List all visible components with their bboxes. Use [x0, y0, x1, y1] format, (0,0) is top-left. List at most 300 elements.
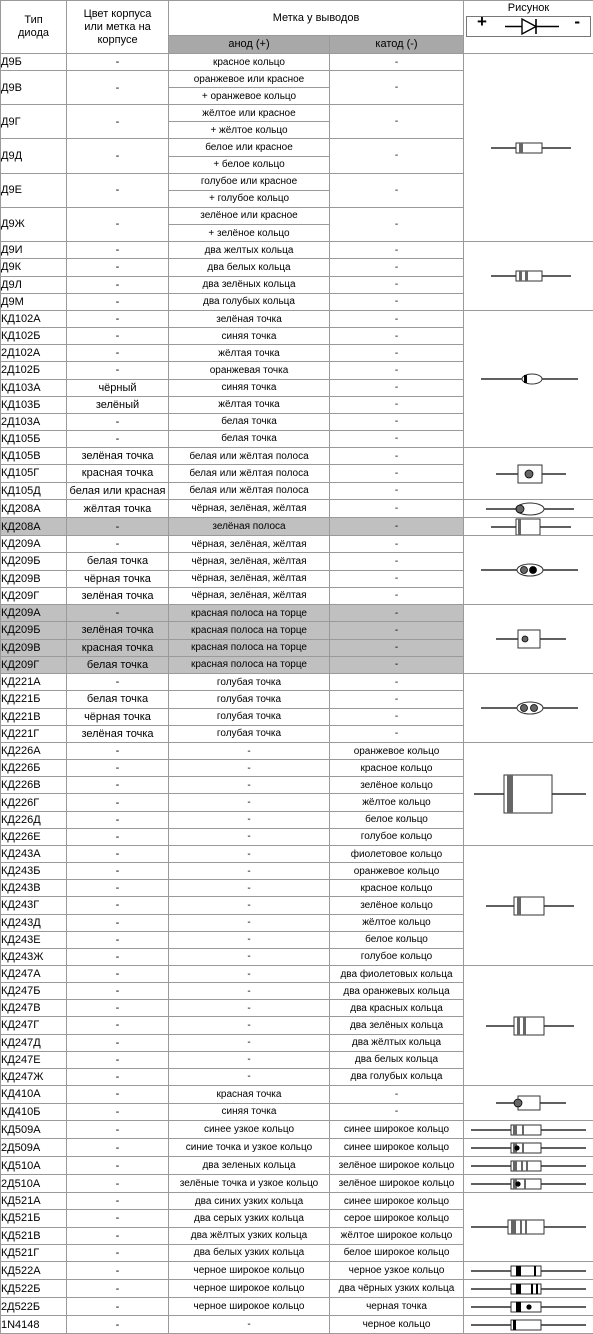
body-color-cell: зелёная точка — [67, 725, 169, 742]
diode-type-cell: КД247Д — [1, 1034, 67, 1051]
anode-mark-cell: синяя точка — [169, 328, 330, 345]
diode-type-cell: КД105В — [1, 448, 67, 465]
body-color-cell: - — [67, 880, 169, 897]
table-row — [1, 242, 593, 259]
body-color-cell: - — [67, 54, 169, 71]
diode-type-cell: КД103Б — [1, 396, 67, 413]
table-row — [1, 846, 593, 863]
anode-mark-cell: голубое или красное — [169, 173, 330, 190]
diode-type-cell: КД102Б — [1, 328, 67, 345]
cathode-mark-cell: - — [330, 725, 464, 742]
anode-mark-cell: чёрная, зелёная, жёлтая — [169, 587, 330, 604]
cathode-mark-cell: - — [330, 518, 464, 536]
cathode-mark-cell: красное кольцо — [330, 880, 464, 897]
anode-mark-cell-second-line: + голубое кольцо — [169, 190, 330, 207]
cathode-mark-cell: - — [330, 674, 464, 691]
cathode-mark-cell: - — [330, 379, 464, 396]
diode-outline-icon — [466, 1121, 592, 1138]
diode-type-cell: КД209Б — [1, 622, 67, 639]
body-color-cell: - — [67, 966, 169, 983]
cathode-mark-cell: - — [330, 553, 464, 570]
diode-type-cell: КД226А — [1, 743, 67, 760]
anode-mark-cell-second-line: + жёлтое кольцо — [169, 122, 330, 139]
diode-picture-cell — [464, 605, 593, 674]
body-color-cell: чёрная точка — [67, 708, 169, 725]
anode-mark-cell: зелёная полоса — [169, 518, 330, 536]
diode-outline-icon — [466, 1157, 592, 1174]
diode-picture-cell — [464, 500, 593, 518]
body-color-cell: - — [67, 71, 169, 105]
anode-mark-cell: - — [169, 880, 330, 897]
diode-outline-icon — [466, 743, 592, 845]
cathode-mark-cell: два белых кольца — [330, 1051, 464, 1068]
body-color-cell: - — [67, 743, 169, 760]
anode-mark-cell: черное широкое кольцо — [169, 1262, 330, 1280]
anode-mark-cell: - — [169, 1000, 330, 1017]
diode-type-cell: КД209В — [1, 570, 67, 587]
anode-mark-cell: синее узкое кольцо — [169, 1121, 330, 1139]
cathode-mark-cell: синее широкое кольцо — [330, 1121, 464, 1139]
diode-outline-icon — [466, 311, 592, 447]
diode-outline-icon — [466, 536, 592, 604]
anode-mark-cell: красная полоса на торце — [169, 605, 330, 622]
anode-mark-cell: два синих узких кольца — [169, 1193, 330, 1210]
header-picture-label: Рисунок — [464, 1, 593, 16]
anode-mark-cell: два белых узких кольца — [169, 1244, 330, 1261]
body-color-cell: - — [67, 430, 169, 447]
diode-picture-cell — [464, 1316, 593, 1334]
diode-type-cell: КД247А — [1, 966, 67, 983]
cathode-mark-cell: - — [330, 448, 464, 465]
cathode-mark-cell: два голубых кольца — [330, 1068, 464, 1085]
anode-mark-cell: оранжевое или красное — [169, 71, 330, 88]
header-body-color — [67, 1, 169, 54]
cathode-mark-cell: - — [330, 500, 464, 518]
diode-type-cell: Д9В — [1, 71, 67, 105]
cathode-mark-cell: - — [330, 259, 464, 276]
cathode-mark-cell: - — [330, 639, 464, 656]
diode-type-cell: КД521Б — [1, 1210, 67, 1227]
header-anode-label: анод (+) — [228, 38, 269, 50]
body-color-cell: чёрный — [67, 379, 169, 396]
body-color-cell: - — [67, 1121, 169, 1139]
cathode-mark-cell: - — [330, 708, 464, 725]
diode-type-cell: КД247Б — [1, 983, 67, 1000]
diode-type-cell: КД209В — [1, 639, 67, 656]
cathode-mark-cell: - — [330, 587, 464, 604]
diode-type-cell: КД221Г — [1, 725, 67, 742]
anode-mark-cell: белая или жёлтая полоса — [169, 448, 330, 465]
diode-picture-cell — [464, 1298, 593, 1316]
cathode-mark-cell: голубое кольцо — [330, 948, 464, 965]
diode-type-cell: Д9Ж — [1, 207, 67, 241]
diode-outline-icon — [466, 1298, 592, 1315]
header-lead-mark — [169, 1, 464, 36]
anode-mark-cell-second-line: + оранжевое кольцо — [169, 88, 330, 105]
anode-mark-cell: - — [169, 1068, 330, 1085]
cathode-mark-cell: красное кольцо — [330, 760, 464, 777]
cathode-mark-cell: - — [330, 345, 464, 362]
anode-mark-cell-second-line: + белое кольцо — [169, 156, 330, 173]
cathode-mark-cell: белое кольцо — [330, 811, 464, 828]
diode-type-cell: КД208А — [1, 500, 67, 518]
cathode-mark-cell: - — [330, 413, 464, 430]
diode-symbol — [466, 16, 591, 37]
diode-type-cell: КД226Г — [1, 794, 67, 811]
diode-type-cell: 2Д102А — [1, 345, 67, 362]
diode-picture-cell — [464, 518, 593, 536]
body-color-cell: белая или красная — [67, 482, 169, 499]
cathode-mark-cell: два оранжевых кольца — [330, 983, 464, 1000]
diode-type-cell: Д9Г — [1, 105, 67, 139]
body-color-cell: - — [67, 242, 169, 259]
diode-type-cell: КД226В — [1, 777, 67, 794]
body-color-cell: - — [67, 1175, 169, 1193]
cathode-mark-cell: - — [330, 465, 464, 482]
cathode-mark-cell: - — [330, 396, 464, 413]
anode-mark-cell-second-line: + зелёное кольцо — [169, 225, 330, 242]
diode-type-cell: КД522А — [1, 1262, 67, 1280]
body-color-cell: зелёная точка — [67, 622, 169, 639]
diode-symbol-icon — [505, 17, 559, 36]
body-color-cell: - — [67, 1103, 169, 1121]
body-color-cell: - — [67, 777, 169, 794]
body-color-cell: чёрная точка — [67, 570, 169, 587]
header-type-label: Тип диода — [12, 14, 56, 40]
cathode-mark-cell: жёлтое кольцо — [330, 794, 464, 811]
cathode-mark-cell: - — [330, 328, 464, 345]
cathode-mark-cell: - — [330, 605, 464, 622]
cathode-mark-cell: - — [330, 311, 464, 328]
anode-mark-cell: - — [169, 777, 330, 794]
anode-mark-cell: синяя точка — [169, 379, 330, 396]
diode-outline-icon — [466, 242, 592, 310]
header-cathode-label: катод (-) — [375, 38, 417, 50]
cathode-mark-cell: черная точка — [330, 1298, 464, 1316]
table-row — [1, 605, 593, 622]
body-color-cell: - — [67, 914, 169, 931]
cathode-mark-cell: оранжевое кольцо — [330, 743, 464, 760]
body-color-cell: - — [67, 1017, 169, 1034]
cathode-mark-cell: жёлтое кольцо — [330, 914, 464, 931]
diode-type-cell: КД247Ж — [1, 1068, 67, 1085]
body-color-cell: - — [67, 1157, 169, 1175]
table-row — [1, 448, 593, 465]
diode-type-cell: КД522Б — [1, 1280, 67, 1298]
diode-type-cell: КД105Г — [1, 465, 67, 482]
body-color-cell: - — [67, 1051, 169, 1068]
diode-picture-cell — [464, 54, 593, 242]
diode-type-cell: КД410Б — [1, 1103, 67, 1121]
body-color-cell: зелёная точка — [67, 448, 169, 465]
cathode-mark-cell: - — [330, 207, 464, 241]
anode-mark-cell: синие точка и узкое кольцо — [169, 1139, 330, 1157]
diode-outline-icon — [466, 1193, 592, 1261]
diode-outline-icon — [466, 1316, 592, 1333]
diode-outline-icon — [466, 674, 592, 742]
anode-mark-cell: - — [169, 760, 330, 777]
anode-mark-cell: жёлтая точка — [169, 396, 330, 413]
body-color-cell: - — [67, 897, 169, 914]
diode-picture-cell — [464, 1175, 593, 1193]
body-color-cell: - — [67, 1262, 169, 1280]
body-color-cell: - — [67, 846, 169, 863]
diode-picture-cell — [464, 1280, 593, 1298]
body-color-cell: - — [67, 536, 169, 553]
diode-type-cell: КД243Ж — [1, 948, 67, 965]
diode-outline-icon — [466, 54, 592, 241]
cathode-mark-cell: синее широкое кольцо — [330, 1193, 464, 1210]
diode-outline-icon — [466, 605, 592, 673]
cathode-mark-cell: - — [330, 139, 464, 173]
cathode-mark-cell: - — [330, 430, 464, 447]
diode-type-cell: КД209Г — [1, 656, 67, 673]
anode-mark-cell: жёлтое или красное — [169, 105, 330, 122]
anode-mark-cell: - — [169, 828, 330, 845]
diode-type-cell: КД226Д — [1, 811, 67, 828]
table-row — [1, 1175, 593, 1193]
diode-picture-cell — [464, 1262, 593, 1280]
table-row — [1, 1139, 593, 1157]
cathode-mark-cell: - — [330, 362, 464, 379]
cathode-mark-cell: - — [330, 173, 464, 207]
diode-type-cell: КД103А — [1, 379, 67, 396]
cathode-mark-cell: фиолетовое кольцо — [330, 846, 464, 863]
body-color-cell: - — [67, 259, 169, 276]
body-color-cell: - — [67, 173, 169, 207]
table-row — [1, 311, 593, 328]
anode-mark-cell: зелёные точка и узкое кольцо — [169, 1175, 330, 1193]
table-row — [1, 743, 593, 760]
body-color-cell: красная точка — [67, 465, 169, 482]
table-row — [1, 1298, 593, 1316]
diode-picture-cell — [464, 311, 593, 448]
diode-outline-icon — [466, 448, 592, 499]
table-row — [1, 966, 593, 983]
anode-mark-cell: два голубых кольца — [169, 293, 330, 310]
cathode-mark-cell: зелёное широкое кольцо — [330, 1157, 464, 1175]
diode-picture-cell — [464, 674, 593, 743]
anode-mark-cell: оранжевая точка — [169, 362, 330, 379]
cathode-mark-cell: два зелёных кольца — [330, 1017, 464, 1034]
cathode-mark-cell: синее широкое кольцо — [330, 1139, 464, 1157]
diode-picture-cell — [464, 448, 593, 500]
header-cathode — [330, 36, 464, 54]
cathode-mark-cell: - — [330, 1086, 464, 1104]
diode-type-cell: 2Д509А — [1, 1139, 67, 1157]
diode-type-cell: КД509А — [1, 1121, 67, 1139]
anode-mark-cell: красная полоса на торце — [169, 639, 330, 656]
diode-type-cell: КД243В — [1, 880, 67, 897]
anode-mark-cell: два зелёных кольца — [169, 276, 330, 293]
anode-mark-cell: красная полоса на торце — [169, 656, 330, 673]
body-color-cell: - — [67, 794, 169, 811]
body-color-cell: - — [67, 1086, 169, 1104]
body-color-cell: - — [67, 1227, 169, 1244]
anode-mark-cell: чёрная, зелёная, жёлтая — [169, 570, 330, 587]
body-color-cell: красная точка — [67, 639, 169, 656]
cathode-mark-cell: черное узкое кольцо — [330, 1262, 464, 1280]
body-color-cell: - — [67, 311, 169, 328]
body-color-cell: - — [67, 828, 169, 845]
diode-type-cell: КД226Е — [1, 828, 67, 845]
cathode-mark-cell: - — [330, 54, 464, 71]
diode-picture-cell — [464, 1193, 593, 1262]
anode-mark-cell: белая точка — [169, 413, 330, 430]
diode-type-cell: Д9Л — [1, 276, 67, 293]
body-color-cell: - — [67, 983, 169, 1000]
anode-mark-cell: белая или жёлтая полоса — [169, 482, 330, 499]
table-body — [1, 54, 593, 1334]
body-color-cell: - — [67, 105, 169, 139]
diode-type-cell: КД209Г — [1, 587, 67, 604]
header-lead-mark-label: Метка у выводов — [273, 12, 360, 24]
anode-mark-cell: красная точка — [169, 1086, 330, 1104]
anode-mark-cell: голубая точка — [169, 708, 330, 725]
diode-type-cell: 2Д102Б — [1, 362, 67, 379]
table-row — [1, 1262, 593, 1280]
cathode-mark-cell: белое кольцо — [330, 931, 464, 948]
plus-sign: + — [477, 15, 487, 28]
anode-mark-cell: черное широкое кольцо — [169, 1280, 330, 1298]
body-color-cell: - — [67, 931, 169, 948]
diode-outline-icon — [466, 1280, 592, 1297]
diode-picture-cell — [464, 1121, 593, 1139]
body-color-cell: - — [67, 362, 169, 379]
body-color-cell: белая точка — [67, 691, 169, 708]
body-color-cell: - — [67, 1298, 169, 1316]
body-color-cell: - — [67, 760, 169, 777]
cathode-mark-cell: - — [330, 622, 464, 639]
cathode-mark-cell: - — [330, 276, 464, 293]
diode-type-cell: КД521В — [1, 1227, 67, 1244]
diode-picture-cell — [464, 1157, 593, 1175]
diode-type-cell: КД105Б — [1, 430, 67, 447]
diode-outline-icon — [466, 1139, 592, 1156]
diode-type-cell: 1N4148 — [1, 1316, 67, 1334]
diode-picture-cell — [464, 1086, 593, 1121]
diode-picture-cell — [464, 242, 593, 311]
anode-mark-cell: красная полоса на торце — [169, 622, 330, 639]
diode-picture-cell — [464, 536, 593, 605]
table-row — [1, 500, 593, 518]
cathode-mark-cell: голубое кольцо — [330, 828, 464, 845]
diode-type-cell: КД209Б — [1, 553, 67, 570]
body-color-cell: зелёная точка — [67, 587, 169, 604]
anode-mark-cell: - — [169, 1034, 330, 1051]
cathode-mark-cell: черное кольцо — [330, 1316, 464, 1334]
diode-type-cell: КД105Д — [1, 482, 67, 499]
anode-mark-cell: - — [169, 811, 330, 828]
anode-mark-cell: - — [169, 1316, 330, 1334]
table-header — [1, 1, 593, 54]
diode-type-cell: КД209А — [1, 536, 67, 553]
header-body-color-label: Цвет корпуса или метка на корпусе — [74, 8, 162, 47]
cathode-mark-cell: - — [330, 536, 464, 553]
diode-type-cell: Д9Д — [1, 139, 67, 173]
body-color-cell: - — [67, 863, 169, 880]
body-color-cell: - — [67, 811, 169, 828]
body-color-cell: белая точка — [67, 553, 169, 570]
body-color-cell: - — [67, 518, 169, 536]
header-picture — [464, 1, 593, 54]
diode-type-cell: Д9Е — [1, 173, 67, 207]
diode-type-cell: Д9Б — [1, 54, 67, 71]
cathode-mark-cell: белое широкое кольцо — [330, 1244, 464, 1261]
cathode-mark-cell: два фиолетовых кольца — [330, 966, 464, 983]
diode-type-cell: КД243Е — [1, 931, 67, 948]
diode-type-cell: КД243Г — [1, 897, 67, 914]
diode-type-cell: КД521А — [1, 1193, 67, 1210]
cathode-mark-cell: зелёное кольцо — [330, 777, 464, 794]
cathode-mark-cell: два чёрных узких кольца — [330, 1280, 464, 1298]
diode-type-cell: КД221А — [1, 674, 67, 691]
cathode-mark-cell: зелёное кольцо — [330, 897, 464, 914]
body-color-cell: - — [67, 1000, 169, 1017]
table-row — [1, 1316, 593, 1334]
diode-outline-icon — [466, 1262, 592, 1279]
diode-picture-cell — [464, 966, 593, 1086]
diode-type-cell: КД102А — [1, 311, 67, 328]
cathode-mark-cell: жёлтое широкое кольцо — [330, 1227, 464, 1244]
cathode-mark-cell: серое широкое кольцо — [330, 1210, 464, 1227]
diode-picture-cell — [464, 743, 593, 846]
table-row — [1, 1193, 593, 1210]
cathode-mark-cell: зелёное широкое кольцо — [330, 1175, 464, 1193]
table-row — [1, 1086, 593, 1104]
anode-mark-cell: белая или жёлтая полоса — [169, 465, 330, 482]
anode-mark-cell: чёрная, зелёная, жёлтая — [169, 553, 330, 570]
anode-mark-cell: два зеленых кольца — [169, 1157, 330, 1175]
anode-mark-cell: черное широкое кольцо — [169, 1298, 330, 1316]
diode-type-cell: Д9М — [1, 293, 67, 310]
anode-mark-cell: два белых кольца — [169, 259, 330, 276]
cathode-mark-cell: - — [330, 570, 464, 587]
body-color-cell: - — [67, 207, 169, 241]
diode-type-cell: 2Д522Б — [1, 1298, 67, 1316]
anode-mark-cell: синяя точка — [169, 1103, 330, 1121]
cathode-mark-cell: - — [330, 691, 464, 708]
diode-outline-icon — [466, 846, 592, 965]
diode-outline-icon — [466, 966, 592, 1085]
body-color-cell: - — [67, 1139, 169, 1157]
body-color-cell: - — [67, 293, 169, 310]
anode-mark-cell: белое или красное — [169, 139, 330, 156]
diode-outline-icon — [466, 1175, 592, 1192]
diode-type-cell: КД247Г — [1, 1017, 67, 1034]
diode-type-cell: КД221Б — [1, 691, 67, 708]
anode-mark-cell: зелёное или красное — [169, 207, 330, 224]
diode-outline-icon — [466, 1086, 592, 1120]
diode-type-cell: КД221В — [1, 708, 67, 725]
cathode-mark-cell: два красных кольца — [330, 1000, 464, 1017]
body-color-cell: - — [67, 1193, 169, 1210]
diode-type-cell: 2Д103А — [1, 413, 67, 430]
cathode-mark-cell: - — [330, 1103, 464, 1121]
body-color-cell: - — [67, 948, 169, 965]
table-row — [1, 1280, 593, 1298]
diode-type-cell: Д9И — [1, 242, 67, 259]
anode-mark-cell: - — [169, 966, 330, 983]
table-row — [1, 518, 593, 536]
diode-picture-cell — [464, 1139, 593, 1157]
diode-type-cell: КД247В — [1, 1000, 67, 1017]
body-color-cell: - — [67, 1210, 169, 1227]
body-color-cell: - — [67, 1244, 169, 1261]
diode-type-cell: КД243Д — [1, 914, 67, 931]
anode-mark-cell: - — [169, 1017, 330, 1034]
diode-type-cell: КД510А — [1, 1157, 67, 1175]
